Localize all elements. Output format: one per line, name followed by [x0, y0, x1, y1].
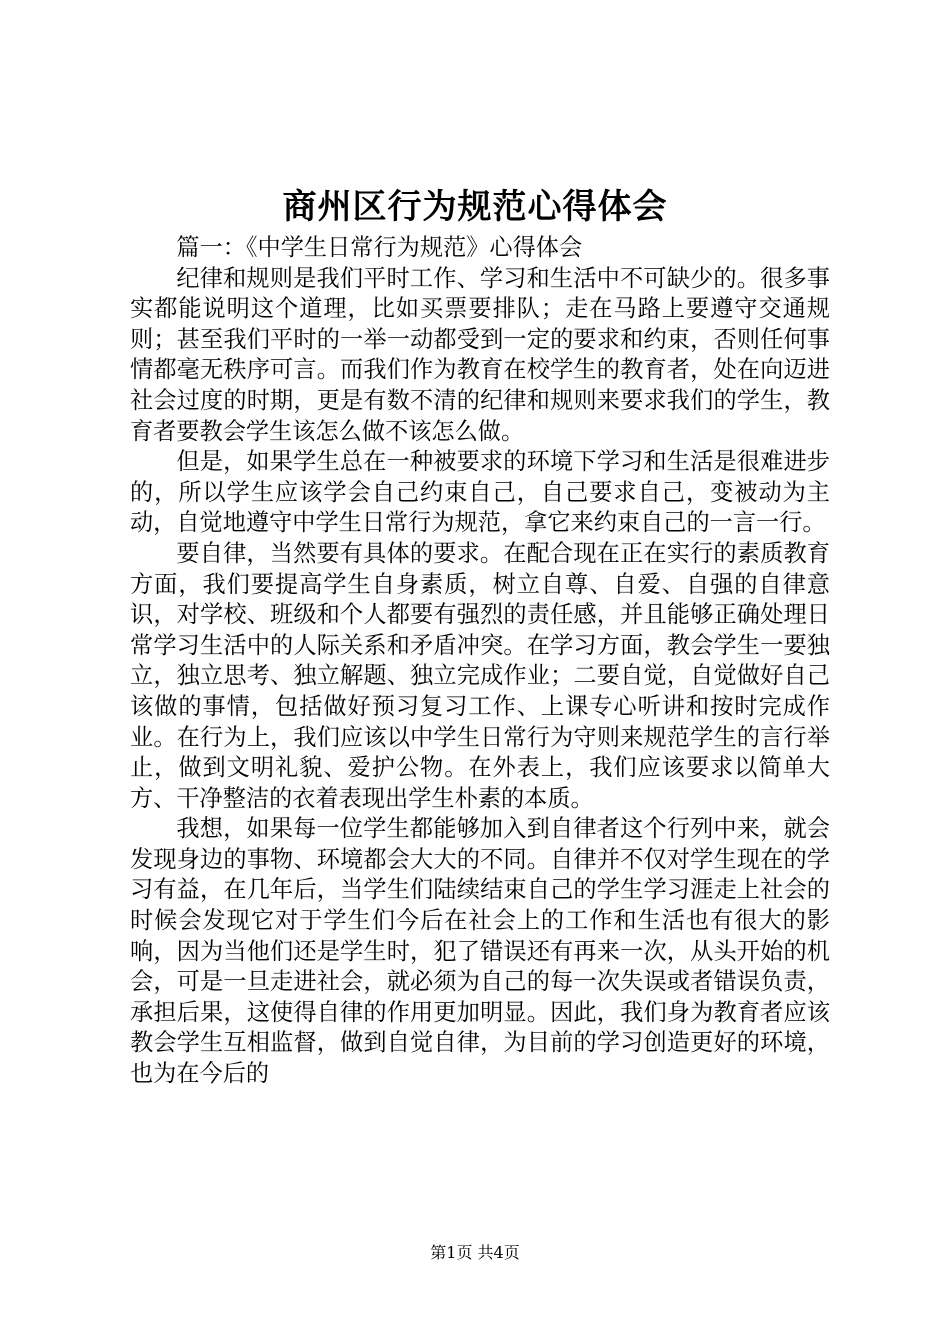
paragraph: 纪律和规则是我们平时工作、学习和生活中不可缺少的。很多事实都能说明这个道理，比如买票要排队；走在马路上要遵守交通规则；甚至我们平时的一举一动都受到一定的要求和约束，否则任何事情都毫无秩序可言。而我们作为教育在校学生的教育者，处在向迈进社会过度的时期，更是有数不清的纪律和规则来要求我们的学生，教育者要教会学生该怎么做不该怎么做。	[130, 264, 830, 445]
paragraph: 我想，如果每一位学生都能够加入到自律者这个行列中来，就会发现身边的事物、环境都会大大的不同。自律并不仅对学生现在的学习有益，在几年后，当学生们陆续结束自己的学生学习涯走上社会的时候会发现它对于学生们今后在社会上的工作和生活也有很大的影响，因为当他们还是学生时，犯了错误还有再来一次，从头开始的机会，可是一旦走进社会，就必须为自己的每一次失误或者错误负责，承担后果，这使得自律的作用更加明显。因此，我们身为教育者应该教会学生互相监督，做到自觉自律，为目前的学习创造更好的环境，也为在今后的	[130, 815, 830, 1088]
document-title: 商州区行为规范心得体会	[282, 187, 668, 227]
page-number-footer: 第1页 共4页	[430, 1243, 520, 1262]
paragraph: 要自律，当然要有具体的要求。在配合现在正在实行的素质教育方面，我们要提高学生自身素质，树立自尊、自爱、自强的自律意识，对学校、班级和个人都要有强烈的责任感，并且能够正确处理日常学习生活中的人际关系和矛盾冲突。在学习方面，教会学生一要独立，独立思考、独立解题、独立完成作业；二要自觉，自觉做好自己该做的事情，包括做好预习复习工作、上课专心听讲和按时完成作业。在行为上，我们应该以中学生日常行为守则来规范学生的言行举止，做到文明礼貌、爱护公物。在外表上，我们应该要求以简单大方、干净整洁的衣着表现出学生朴素的本质。	[130, 539, 830, 812]
paragraph: 但是，如果学生总在一种被要求的环境下学习和生活是很难进步的，所以学生应该学会自己约束自己，自己要求自己，变被动为主动，自觉地遵守中学生日常行为规范，拿它来约束自己的一言一行。	[130, 448, 830, 537]
document-body	[130, 233, 830, 1090]
section-heading: 篇一：《中学生日常行为规范》心得体会	[176, 234, 583, 261]
